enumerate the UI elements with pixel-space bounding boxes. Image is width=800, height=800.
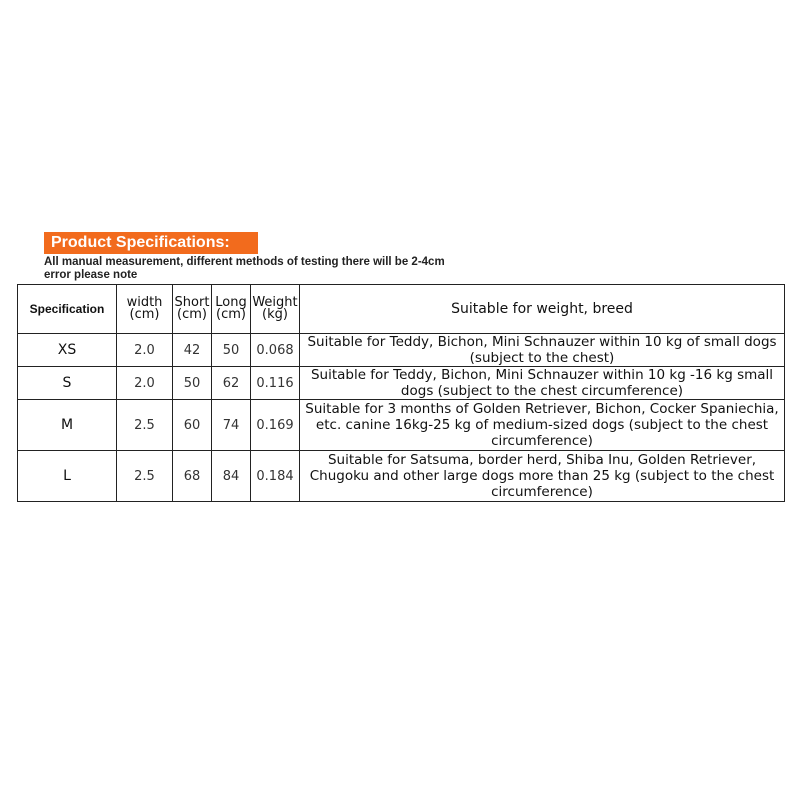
weight-cell: 0.169 <box>251 400 300 451</box>
table-row <box>18 367 785 400</box>
header-weight: Weight (kg) <box>251 285 300 334</box>
width-cell: 2.5 <box>117 400 173 451</box>
table-row <box>18 451 785 502</box>
table-header-row <box>18 285 785 334</box>
width-cell: 2.0 <box>117 334 173 367</box>
header-long: Long (cm) <box>212 285 251 334</box>
short-cell: 42 <box>173 334 212 367</box>
measurement-note: All manual measurement, different methods of testing there will be 2-4cm error please note <box>44 256 445 281</box>
table-row <box>18 334 785 367</box>
weight-cell: 0.116 <box>251 367 300 400</box>
long-cell: 62 <box>212 367 251 400</box>
table-row <box>18 400 785 451</box>
long-cell: 50 <box>212 334 251 367</box>
long-cell: 84 <box>212 451 251 502</box>
width-cell: 2.0 <box>117 367 173 400</box>
size-cell: XS <box>18 334 117 367</box>
banner-title: Product Specifications: <box>51 234 230 251</box>
short-cell: 60 <box>173 400 212 451</box>
size-spec-table <box>17 284 785 502</box>
long-cell: 74 <box>212 400 251 451</box>
header-width: width (cm) <box>117 285 173 334</box>
suitable-cell: Suitable for Teddy, Bichon, Mini Schnauzer within 10 kg of small dogs (subject to the chest) <box>300 334 785 367</box>
short-cell: 50 <box>173 367 212 400</box>
weight-cell: 0.184 <box>251 451 300 502</box>
weight-cell: 0.068 <box>251 334 300 367</box>
size-cell: M <box>18 400 117 451</box>
suitable-cell: Suitable for Teddy, Bichon, Mini Schnauzer within 10 kg -16 kg small dogs (subject to the chest circumference) <box>300 367 785 400</box>
header-specification: Specification <box>18 285 117 334</box>
short-cell: 68 <box>173 451 212 502</box>
header-short: Short (cm) <box>173 285 212 334</box>
header-suitable: Suitable for weight, breed <box>300 285 785 334</box>
size-cell: S <box>18 367 117 400</box>
specifications-banner <box>44 232 258 254</box>
suitable-cell: Suitable for Satsuma, border herd, Shiba Inu, Golden Retriever, Chugoku and other large dogs more than 25 kg (subject to the chest circumference) <box>300 451 785 502</box>
suitable-cell: Suitable for 3 months of Golden Retriever, Bichon, Cocker Spaniechia, etc. canine 16kg-25 kg of medium-sized dogs (subject to the chest circumference) <box>300 400 785 451</box>
width-cell: 2.5 <box>117 451 173 502</box>
size-cell: L <box>18 451 117 502</box>
